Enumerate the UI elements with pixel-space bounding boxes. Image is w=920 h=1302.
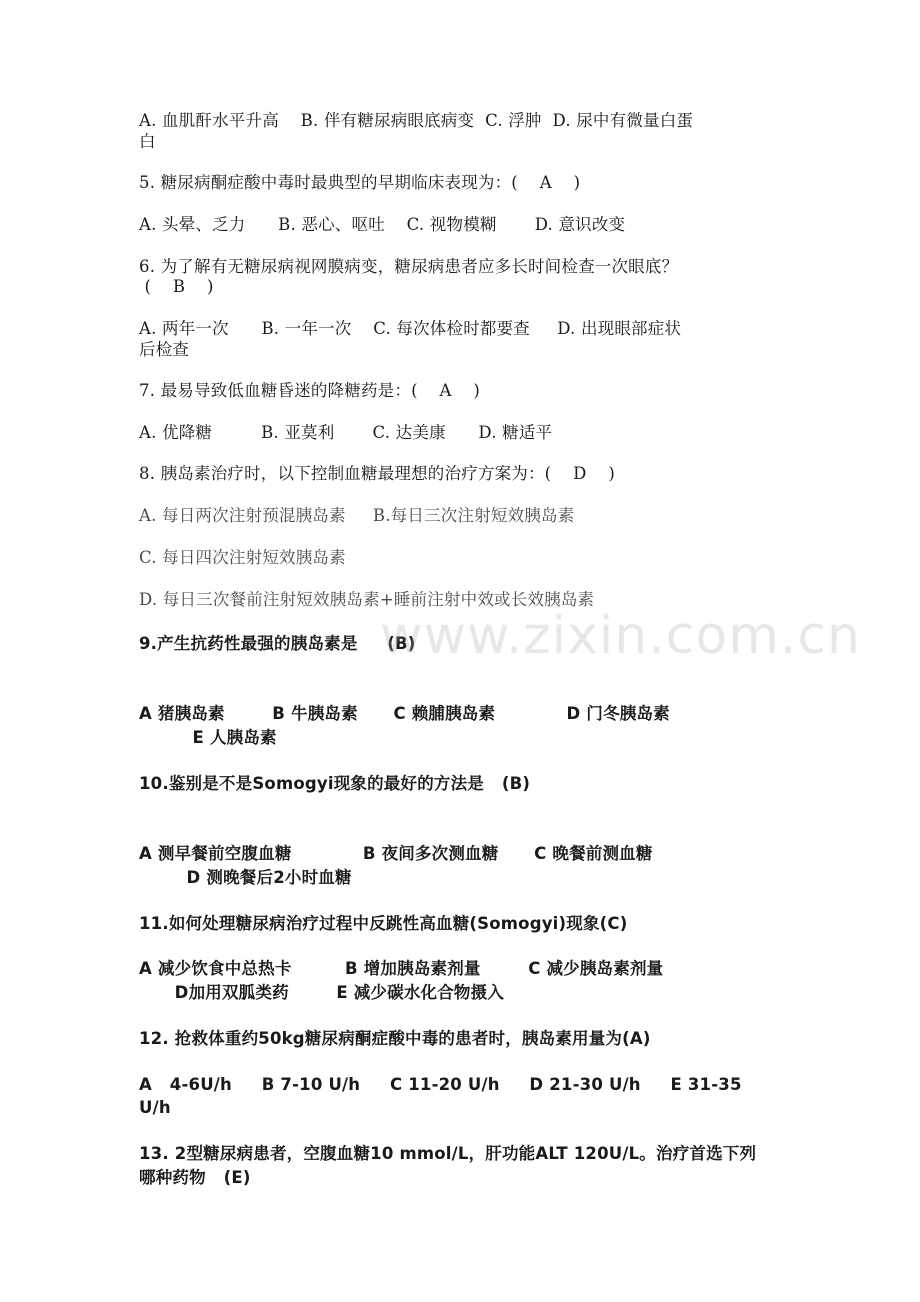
- options-q10: A 测早餐前空腹血糖 B 夜间多次测血糖 C 晚餐前测血糖: [139, 844, 653, 863]
- options-q7: A. 优降糖 B. 亚莫利 C. 达美康 D. 糖适平: [139, 423, 553, 442]
- question-6: 6. 为了解有无糖尿病视网膜病变，糖尿病患者应多长时间检查一次眼底？: [139, 257, 679, 276]
- question-10: 10.鉴别是不是Somogyi现象的最好的方法是 (B): [139, 774, 531, 793]
- question-9: 9.产生抗药性最强的胰岛素是 (B): [139, 634, 416, 653]
- options-q12: A 4-6U/h B 7-10 U/h C 11-20 U/h D 21-30 U/h E 31-35: [139, 1075, 742, 1094]
- option-q8-c: C. 每日四次注射短效胰岛素: [139, 548, 346, 567]
- question-5: 5. 糖尿病酮症酸中毒时最典型的早期临床表现为：( A ): [139, 173, 581, 192]
- options-q9-cont: E 人胰岛素: [139, 728, 277, 747]
- question-13-cont: 哪种药物 (E): [139, 1168, 251, 1187]
- question-11: 11.如何处理糖尿病治疗过程中反跳性高血糖(Somogyi)现象(C): [139, 914, 628, 933]
- options-q12-cont: U/h: [139, 1098, 171, 1117]
- site-watermark: www.zixin.com.cn: [380, 606, 861, 666]
- option-line-q4: A. 血肌酐水平升高 B. 伴有糖尿病眼底病变 C. 浮肿 D. 尿中有微量白蛋: [139, 111, 694, 130]
- question-12: 12. 抢救体重约50kg糖尿病酮症酸中毒的患者时，胰岛素用量为(A): [139, 1029, 651, 1048]
- question-8: 8. 胰岛素治疗时，以下控制血糖最理想的治疗方案为：( D ): [139, 464, 615, 483]
- options-q11-cont: D加用双胍类药 E 减少碳水化合物摄入: [139, 983, 505, 1002]
- question-7: 7. 最易导致低血糖昏迷的降糖药是：( A ): [139, 381, 481, 400]
- question-13: 13. 2型糖尿病患者，空腹血糖10 mmol/L，肝功能ALT 120U/L。治疗首选下列: [139, 1144, 757, 1163]
- options-q11: A 减少饮食中总热卡 B 增加胰岛素剂量 C 减少胰岛素剂量: [139, 959, 664, 978]
- options-q10-cont: D 测晚餐后2小时血糖: [139, 868, 352, 887]
- option-q8-d: D. 每日三次餐前注射短效胰岛素+睡前注射中效或长效胰岛素: [139, 590, 595, 609]
- options-q9: A 猪胰岛素 B 牛胰岛素 C 赖脯胰岛素 D 门冬胰岛素: [139, 704, 670, 723]
- options-q6: A. 两年一次 B. 一年一次 C. 每次体检时都要查 D. 出现眼部症状: [139, 319, 682, 338]
- options-q6-cont: 后检查: [139, 340, 190, 359]
- option-line-q4-cont: 白: [139, 132, 156, 151]
- question-6-answer: ( B ): [139, 277, 214, 296]
- option-q8-ab: A. 每日两次注射预混胰岛素 B.每日三次注射短效胰岛素: [139, 506, 575, 525]
- options-q5: A. 头晕、乏力 B. 恶心、呕吐 C. 视物模糊 D. 意识改变: [139, 215, 626, 234]
